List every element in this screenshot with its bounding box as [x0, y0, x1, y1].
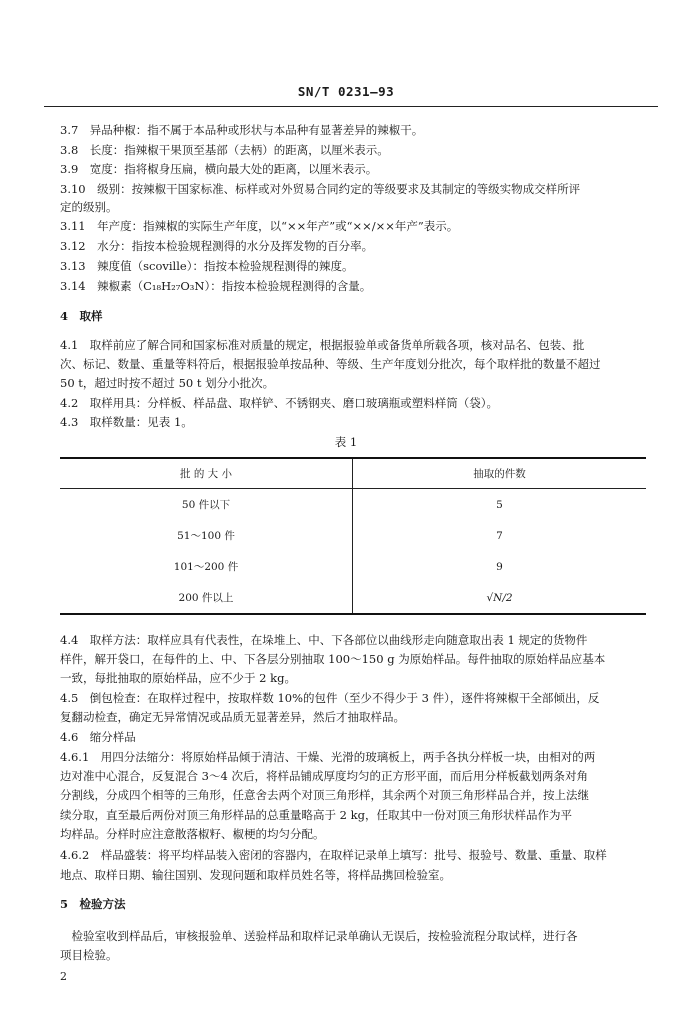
table-header-sample-count: 抽取的件数 — [353, 458, 647, 489]
paragraph-4-6-2-line-1: 4.6.2 样品盛装：将平均样品装入密闭的容器内，在取样记录单上填写：批号、报验号、数量、重量、取样 — [60, 848, 607, 862]
table-row — [60, 520, 646, 551]
paragraph-4-6-2-line-2: 地点、取样日期、输往国别、发现问题和取样员姓名等，将样品携回检验室。 — [60, 868, 451, 882]
paragraph-4-1-line-3: 50 t，超过时按不超过 50 t 划分小批次。 — [60, 376, 275, 390]
paragraph-4-6-1-line-2: 边对准中心混合，反复混合 3～4 次后，将样品铺成厚度均匀的正方形平面，而后用分样板截划两条对角 — [60, 769, 588, 783]
definition-3-14: 3.14 辣椒素（C₁₈H₂₇O₃N）：指按本检验规程测得的含量。 — [60, 279, 372, 293]
paragraph-4-2: 4.2 取样用具：分样板、样品盘、取样铲、不锈钢夹、磨口玻璃瓶或塑料样筒（袋）。 — [60, 396, 499, 410]
table-row — [60, 489, 646, 521]
paragraph-4-1-line-1: 4.1 取样前应了解合同和国家标准对质量的规定，根据报验单或备货单所载各项，核对品名、包装、批 — [60, 338, 585, 352]
paragraph-4-1-line-2: 次、标记、数量、重量等料符后，根据报验单按品种、等级、生产年度划分批次，每个取样批的数量不超过 — [60, 357, 601, 371]
paragraph-4-5-line-2: 复翻动检查，确定无异常情况或品质无显著差异，然后才抽取样品。 — [60, 710, 405, 724]
header-rule — [44, 106, 658, 107]
table-row — [60, 582, 646, 614]
table-cell-sample-count: 5 — [496, 498, 503, 511]
section-4-title: 4 取样 — [60, 309, 103, 323]
paragraph-4-4-line-1: 4.4 取样方法：取样应具有代表性，在垛堆上、中、下各部位以曲线形走向随意取出表 1 规定的货物件 — [60, 633, 588, 647]
paragraph-4-3: 4.3 取样数量：见表 1。 — [60, 415, 193, 429]
table-caption: 表 1 — [334, 435, 358, 449]
section-5-line-1: 检验室收到样品后，审核报验单、送验样品和取样记录单确认无误后，按检验流程分取试样，进行各 — [60, 929, 578, 943]
table-cell-lot-size: 50 件以下 — [60, 489, 353, 521]
definition-3-9: 3.9 宽度：指将椒身压扁，横向最大处的距离，以厘米表示。 — [60, 162, 378, 176]
table-cell-lot-size: 101～200 件 — [60, 551, 353, 582]
table-cell-sample-count: 9 — [496, 560, 503, 573]
section-5-title: 5 检验方法 — [60, 897, 126, 911]
definition-3-10: 3.10 级别：按辣椒干国家标准、标样或对外贸易合同约定的等级要求及其制定的等级实物成交样所评 — [60, 182, 581, 196]
page-number: 2 — [60, 970, 67, 983]
paragraph-4-6-1-line-1: 4.6.1 用四分法缩分：将原始样品倾于清洁、干燥、光滑的玻璃板上，两手各执分样板一块，由相对的两 — [60, 750, 596, 764]
table-row — [60, 551, 646, 582]
paragraph-4-4-line-3: 一致，每批抽取的原始样品，应不少于 2 kg。 — [60, 671, 296, 685]
standard-code-header: SN/T 0231—93 — [297, 84, 395, 99]
section-5-line-2: 项目检验。 — [60, 948, 118, 962]
definition-3-10-cont: 定的级别。 — [60, 200, 118, 214]
table-cell-lot-size: 51～100 件 — [60, 520, 353, 551]
definition-3-12: 3.12 水分：指按本检验规程测得的水分及挥发物的百分率。 — [60, 239, 374, 253]
definition-3-13: 3.13 辣度值（scoville）：指按本检验规程测得的辣度。 — [60, 259, 354, 273]
paragraph-4-4-line-2: 样件，解开袋口，在每件的上、中、下各层分别抽取 100～150 g 为原始样品。每件抽取的原始样品应基本 — [60, 652, 606, 666]
definition-3-7: 3.7 异品种椒：指不属于本品种或形状与本品种有显著差异的辣椒干。 — [60, 123, 424, 137]
paragraph-4-6-1-line-3: 分割线，分成四个相等的三角形，任意舍去两个对顶三角形样，其余两个对顶三角形样品合并，按上法继 — [60, 788, 589, 802]
table-header-row — [60, 458, 646, 489]
paragraph-4-6-1-line-4: 续分取，直至最后两份对顶三角形样品的总重量略高于 2 kg，任取其中一份对顶三角形状样品作为平 — [60, 808, 572, 822]
table-header-lot-size: 批 的 大 小 — [60, 458, 353, 489]
sampling-table — [60, 457, 646, 615]
table-cell-sample-count: 7 — [496, 529, 503, 542]
paragraph-4-5-line-1: 4.5 倒包检查：在取样过程中，按取样数 10%的包件（至少不得少于 3 件），逐件将辣椒干全部倾出，反 — [60, 691, 600, 705]
table-cell-lot-size: 200 件以上 — [60, 582, 353, 614]
definition-3-8: 3.8 长度：指辣椒干果顶至基部（去柄）的距离，以厘米表示。 — [60, 143, 389, 157]
table-cell-sample-count: √N/2 — [353, 582, 647, 614]
paragraph-4-6-1-line-5: 均样品。分样时应注意散落椒籽、椒梗的均匀分配。 — [60, 827, 325, 841]
paragraph-4-6-title: 4.6 缩分样品 — [60, 730, 136, 744]
definition-3-11: 3.11 年产度：指辣椒的实际生产年度，以“××年产”或“××/××年产”表示。 — [60, 219, 459, 233]
